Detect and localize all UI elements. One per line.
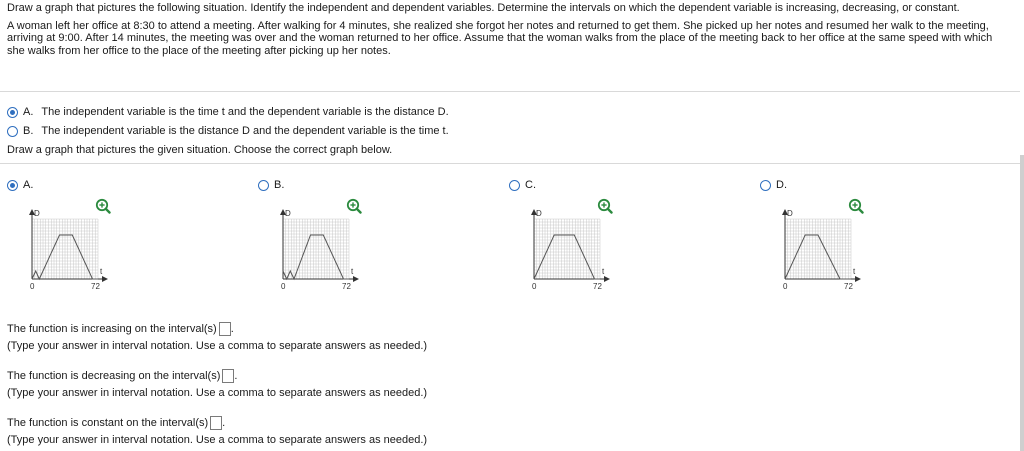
problem-scenario: A woman left her office at 8:30 to attend a meeting. After walking for 4 minutes, she realized she forgot her notes and returned to get them. She picked up her notes and resumed her walk to the meeting, arriving at 9:00. After 14 minutes, the meeting was over and the woman returned to her office. Assume that the woman walks from the place of the meeting back to her office at the same speed with which she walks from her office to the place of the meeting after picking up her notes. xyxy=(7,19,993,57)
decreasing-answer-input[interactable] xyxy=(222,369,234,383)
increasing-answer-input[interactable] xyxy=(219,322,231,336)
question-label: The function is increasing on the interval(s) xyxy=(7,322,217,335)
origin-label: 0 xyxy=(532,282,537,291)
question-label: The function is constant on the interval(s) xyxy=(7,416,209,429)
constant-answer-input[interactable] xyxy=(210,416,222,430)
x-axis-arrow xyxy=(855,276,861,282)
radio-button[interactable] xyxy=(760,180,771,191)
constant-question: The function is constant on the interval(s) . xyxy=(7,416,226,429)
problem-statement xyxy=(7,2,1012,57)
origin-label: 0 xyxy=(783,282,788,291)
graph-option-d[interactable] xyxy=(760,178,890,298)
divider xyxy=(0,91,1020,92)
increasing-question: The function is increasing on the interval(s) . xyxy=(7,322,234,335)
origin-label: 0 xyxy=(30,282,35,291)
answer-hint: (Type your answer in interval notation. Use a comma to separate answers as needed.) xyxy=(7,434,428,446)
variable-option-b[interactable] xyxy=(7,124,449,138)
graph-option-header[interactable] xyxy=(760,178,787,192)
graph-prompt: Draw a graph that pictures the given situation. Choose the correct graph below. xyxy=(7,144,393,156)
x-axis-arrow xyxy=(353,276,359,282)
origin-label: 0 xyxy=(281,282,286,291)
option-letter: C. xyxy=(525,179,536,191)
x-axis-label: t xyxy=(351,267,354,276)
option-letter: D. xyxy=(776,179,787,191)
answer-hint: (Type your answer in interval notation. Use a comma to separate answers as needed.) xyxy=(7,340,428,352)
x-axis-arrow xyxy=(102,276,108,282)
y-axis-label: D xyxy=(787,209,793,218)
radio-button[interactable] xyxy=(258,180,269,191)
radio-button[interactable] xyxy=(7,126,18,137)
question-label: The function is decreasing on the interval(s) xyxy=(7,369,221,382)
radio-button-selected[interactable] xyxy=(7,107,18,118)
option-letter: A. xyxy=(23,179,34,191)
y-axis-label: D xyxy=(34,209,40,218)
x-axis-label: t xyxy=(853,267,856,276)
graph-option-header[interactable] xyxy=(509,178,536,192)
graph-thumbnail[interactable] xyxy=(509,195,619,295)
x-tick-label: 72 xyxy=(91,282,100,291)
divider xyxy=(0,163,1020,164)
graph-thumbnail[interactable] xyxy=(760,195,870,295)
y-axis-label: D xyxy=(285,209,291,218)
radio-button-selected[interactable] xyxy=(7,180,18,191)
graph-option-c[interactable] xyxy=(509,178,639,298)
x-axis-label: t xyxy=(602,267,605,276)
graph-option-header[interactable] xyxy=(7,178,33,192)
x-axis-arrow xyxy=(604,276,610,282)
graph-option-b[interactable] xyxy=(258,178,388,298)
x-tick-label: 72 xyxy=(844,282,853,291)
graph-option-a[interactable] xyxy=(7,178,137,298)
option-letter: A. xyxy=(23,106,34,118)
radio-button[interactable] xyxy=(509,180,520,191)
option-text: The independent variable is the distance D and the dependent variable is the time t. xyxy=(41,125,449,137)
variable-option-a[interactable] xyxy=(7,105,449,119)
option-text: The independent variable is the time t and the dependent variable is the distance D. xyxy=(41,106,449,118)
scrollbar[interactable] xyxy=(1020,155,1024,451)
graph-thumbnail[interactable] xyxy=(7,195,117,295)
answer-hint: (Type your answer in interval notation. Use a comma to separate answers as needed.) xyxy=(7,387,428,399)
option-letter: B. xyxy=(274,179,285,191)
x-tick-label: 72 xyxy=(342,282,351,291)
option-letter: B. xyxy=(23,125,34,137)
decreasing-question: The function is decreasing on the interval(s) . xyxy=(7,369,238,382)
graph-option-header[interactable] xyxy=(258,178,284,192)
problem-instruction: Draw a graph that pictures the following situation. Identify the independent and dependent variables. Determine the intervals on which the dependent variable is increasing, decreasing, or constant. xyxy=(7,2,960,14)
graph-thumbnail[interactable] xyxy=(258,195,368,295)
x-tick-label: 72 xyxy=(593,282,602,291)
y-axis-label: D xyxy=(536,209,542,218)
x-axis-label: t xyxy=(100,267,103,276)
